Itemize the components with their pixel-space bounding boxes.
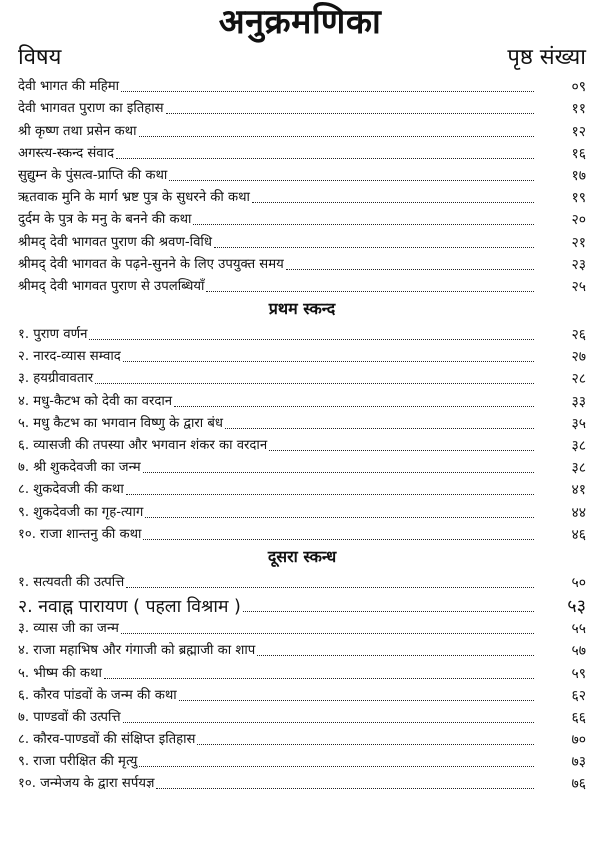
toc-entry-page: ४१ [571, 482, 586, 499]
toc-entry-page: २५ [571, 278, 586, 295]
page-number-heading: पृष्ठ संख्या [507, 45, 586, 70]
toc-entry-title: १. सत्यवती की उत्पत्ति [18, 574, 125, 590]
toc-entry [18, 727, 586, 749]
subject-heading: विषय [18, 45, 62, 70]
dot-leader [243, 611, 534, 612]
dot-leader [123, 722, 534, 723]
dot-leader [104, 678, 534, 679]
toc-entry-title: अगस्त्य-स्कन्द संवाद [18, 145, 115, 161]
dot-leader [169, 180, 534, 181]
toc-entry-title: श्री कृष्ण तथा प्रसेन कथा [18, 123, 137, 139]
dot-leader [145, 517, 534, 518]
toc-entry-title: ५. भीष्म की कथा [18, 665, 102, 681]
toc-entry-page: ६६ [571, 709, 586, 726]
dot-leader [174, 406, 534, 407]
toc-entry [18, 322, 586, 344]
toc-entry [18, 683, 586, 705]
toc-entry-page: ७३ [571, 754, 586, 771]
dot-leader [116, 158, 534, 159]
toc-entry-page: १९ [571, 190, 586, 207]
section1-list [18, 322, 586, 544]
toc-entry-page: २८ [571, 371, 586, 388]
toc-entry [18, 433, 586, 455]
toc-entry [18, 522, 586, 544]
toc-entry [18, 616, 586, 638]
toc-entry-page: ४६ [571, 526, 586, 543]
toc-entry-title: २. नवाह्न पारायण ( पहला विश्राम ) [18, 596, 241, 617]
toc-entry-page: २० [571, 212, 586, 229]
toc-entry-title: श्रीमद् देवी भागवत पुराण की श्रवण-विधि [18, 234, 212, 250]
toc-entry [18, 660, 586, 682]
toc-entry-page: ३३ [571, 393, 586, 410]
dot-leader [269, 450, 534, 451]
toc-entry-title: ८. कौरव-पाण्डवों की संक्षिप्त इतिहास [18, 732, 196, 748]
toc-entry-page: ३८ [571, 460, 586, 477]
dot-leader [214, 247, 534, 248]
toc-entry-page: ५९ [571, 665, 586, 682]
toc-entry-title: ९. शुकदेवजी का गृह-त्याग [18, 504, 144, 520]
dot-leader [89, 339, 534, 340]
toc-entry-page: ५३ [567, 595, 586, 617]
toc-entry-title: देवी भागत की महिमा [18, 79, 120, 95]
toc-entry [18, 185, 586, 207]
toc-entry-page: ६२ [571, 687, 586, 704]
toc-entry-title: दुर्दम के पुत्र के मनु के बनने की कथा [18, 212, 192, 228]
toc-entry-page: ५५ [571, 621, 586, 638]
toc-entry [18, 388, 586, 410]
toc-entry [18, 411, 586, 433]
section-heading-1: प्रथम स्कन्द [268, 298, 336, 318]
toc-entry-page: २७ [571, 349, 586, 366]
dot-leader [139, 136, 535, 137]
toc-entry-title: ५. मधु कैटभ का भगवान विष्णु के द्वारा बंध [18, 415, 224, 431]
toc-entry [18, 252, 586, 274]
toc-entry-title: १०. राजा शान्तनु की कथा [18, 526, 142, 542]
toc-entry [18, 499, 586, 521]
toc-entry-title: ३. व्यास जी का जन्म [18, 621, 119, 637]
section-heading-2: दूसरा स्कन्ध [267, 546, 337, 566]
page-title: अनुक्रमणिका [218, 2, 382, 42]
dot-leader [257, 655, 534, 656]
toc-entry [18, 163, 586, 185]
dot-leader [197, 744, 534, 745]
toc-entry-page: २१ [571, 234, 586, 251]
toc-entry [18, 366, 586, 388]
toc-entry-page: ७६ [571, 776, 586, 793]
toc-entry-page: ४४ [571, 504, 586, 521]
dot-leader [123, 361, 534, 362]
toc-entry [18, 96, 586, 118]
toc-entry-title: सुद्युम्न के पुंसत्व-प्राप्ति की कथा [18, 167, 168, 183]
toc-entry-title: १. पुराण वर्णन [18, 327, 88, 343]
toc-entry [18, 229, 586, 251]
dot-leader [121, 91, 534, 92]
dot-leader [166, 113, 534, 114]
toc-list [18, 74, 586, 793]
toc-entry [18, 118, 586, 140]
dot-leader [179, 700, 534, 701]
toc-entry-title: ९. राजा परीक्षित की मृत्यु [18, 754, 138, 770]
toc-entry-title: ६. व्यासजी की तपस्या और भगवान शंकर का वरदान [18, 438, 268, 453]
dot-leader [121, 633, 534, 634]
dot-leader [143, 539, 534, 540]
toc-entry-title: ४. राजा महाभिष और गंगाजी को ब्रह्माजी का शाप [18, 643, 256, 659]
toc-entry [18, 638, 586, 660]
toc-entry-title: २. नारद-व्यास सम्वाद [18, 349, 121, 365]
toc-entry-title: १०. जन्मेजय के द्वारा सर्पयज्ञ [18, 776, 155, 792]
toc-entry [18, 771, 586, 793]
toc-entry-page: १७ [571, 167, 586, 184]
toc-entry-title: श्रीमद् देवी भागवत पुराण से उपलब्धियाँ [18, 278, 205, 294]
toc-entry-page: ३८ [571, 438, 586, 454]
toc-entry-page: १६ [571, 145, 586, 162]
toc-entry [18, 344, 586, 366]
toc-entry [18, 455, 586, 477]
dot-leader [139, 766, 534, 767]
dot-leader [143, 472, 534, 473]
toc-entry-page: ३५ [571, 415, 586, 432]
toc-entry-page: २३ [571, 256, 586, 273]
toc-entry-page: ५७ [571, 643, 586, 660]
dot-leader [206, 291, 534, 292]
toc-entry [18, 74, 586, 96]
dot-leader [286, 269, 534, 270]
toc-entry-title: देवी भागवत पुराण का इतिहास [18, 101, 164, 117]
toc-entry-page: १२ [571, 123, 586, 140]
toc-entry-page: ०९ [571, 79, 586, 96]
toc-entry [18, 477, 586, 499]
toc-entry-title: ७. श्री शुकदेवजी का जन्म [18, 460, 141, 476]
dot-leader [193, 224, 534, 225]
toc-entry-page: २६ [571, 327, 586, 344]
toc-entry [18, 274, 586, 296]
dot-leader [126, 494, 534, 495]
dot-leader [225, 428, 534, 429]
dot-leader [156, 788, 534, 789]
section2-list [18, 570, 586, 794]
toc-entry-title: ६. कौरव पांडवों के जन्म की कथा [18, 687, 177, 703]
dot-leader [252, 202, 534, 203]
toc-entry-title: ३. हयग्रीवावतार [18, 371, 94, 387]
toc-entry [18, 592, 586, 616]
toc-entry [18, 570, 586, 592]
toc-entry [18, 705, 586, 727]
toc-entry [18, 749, 586, 771]
dot-leader [126, 587, 534, 588]
toc-entry-title: ४. मधु-कैटभ को देवी का वरदान [18, 393, 173, 409]
dot-leader [95, 383, 534, 384]
toc-entry-title: ७. पाण्डवों की उत्पत्ति [18, 709, 121, 725]
toc-entry-title: ८. शुकदेवजी की कथा [18, 482, 124, 498]
intro-list [18, 74, 586, 296]
toc-entry-page: ११ [571, 101, 586, 118]
toc-entry-page: ७० [571, 732, 586, 749]
toc-entry [18, 141, 586, 163]
toc-entry-title: ऋतवाक मुनि के मार्ग भ्रष्ट पुत्र के सुधरने की कथा [18, 190, 250, 206]
toc-entry-title: श्रीमद् देवी भागवत के पढ़ने-सुनने के लिए उपयुक्त समय [18, 256, 284, 272]
toc-entry-page: ५० [571, 574, 586, 591]
toc-entry [18, 207, 586, 229]
